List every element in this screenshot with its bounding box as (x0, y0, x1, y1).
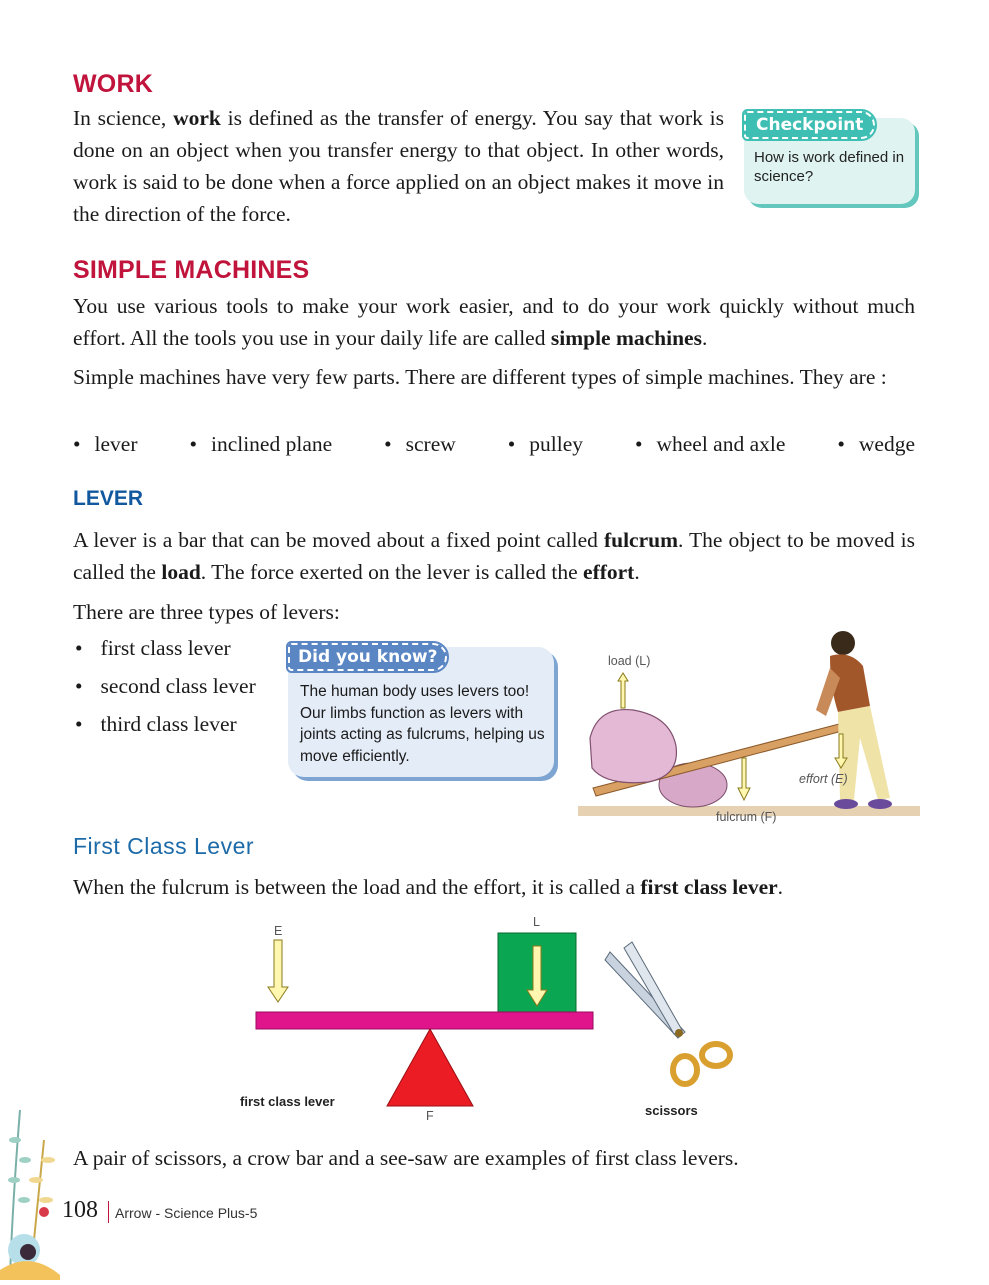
load-rock (590, 710, 676, 783)
floral-decoration (0, 1100, 70, 1280)
diagram-caption: first class lever (240, 1094, 335, 1109)
list-item: • wedge (837, 432, 915, 457)
checkpoint-tag: Checkpoint (744, 111, 875, 139)
lever-illustration (578, 628, 920, 823)
simple-machines-para1: You use various tools to make your work easier, and to do your work quickly without much effort. All the tools you use in your daily life are called simple machines. (73, 294, 915, 350)
list-item: • screw (384, 432, 456, 457)
list-item: • pulley (508, 432, 583, 457)
first-class-heading: First Class Lever (73, 833, 255, 859)
work-heading: WORK (73, 70, 153, 98)
lever-paragraph: A lever is a bar that can be moved about a fixed point called fulcrum. The object to be moved is called the load. The force exerted on the lever is called the effort. (73, 528, 915, 584)
load-label: load (L) (608, 654, 651, 668)
first-class-examples: A pair of scissors, a crow bar and a see-saw are examples of first class levers. (73, 1146, 739, 1170)
did-you-know-tag: Did you know? (288, 643, 447, 671)
lever-types-intro: There are three types of levers: (73, 600, 340, 624)
fulcrum-triangle (387, 1029, 473, 1106)
work-paragraph: In science, work is defined as the transfer of energy. You say that work is done on an object when you transfer energy to that object. In other words, work is said to be done when a force applied on an object makes it move in the direction of the force. (73, 106, 725, 226)
floral-decoration-icon (0, 1100, 70, 1280)
list-item: • wheel and axle (635, 432, 785, 457)
first-class-diagram (230, 912, 750, 1127)
machine-types-list (73, 432, 915, 457)
effort-arrow (268, 940, 288, 1002)
effort-label: effort (E) (799, 772, 848, 786)
list-item: • second class lever (73, 674, 256, 712)
list-item: • inclined plane (189, 432, 332, 457)
footer-divider (108, 1201, 109, 1223)
effort-e-label: E (274, 924, 283, 938)
load-l-label: L (533, 915, 540, 929)
checkpoint-question: How is work defined in science? (754, 149, 905, 185)
fulcrum-label: fulcrum (F) (716, 810, 777, 824)
scissors-caption: scissors (645, 1103, 698, 1118)
fulcrum-arrow (738, 758, 750, 800)
page-number: 108 (62, 1197, 98, 1223)
simple-machines-heading: SIMPLE MACHINES (73, 256, 310, 284)
list-item: • first class lever (73, 636, 256, 674)
list-item: • third class lever (73, 712, 256, 750)
simple-machines-para2: Simple machines have very few parts. There are different types of simple machines. They are : (73, 365, 887, 389)
list-item: • lever (73, 432, 138, 457)
lever-heading: LEVER (73, 487, 144, 510)
load-arrow (618, 673, 628, 708)
book-title: Arrow - Science Plus-5 (115, 1205, 258, 1221)
lever-types-list (73, 636, 256, 750)
lever-bar (256, 1012, 593, 1029)
did-you-know-text: The human body uses levers too! Our limbs function as levers with joints acting as fulcrums, helping us move efficiently. (300, 683, 545, 765)
scissors-icon (605, 942, 730, 1084)
first-class-definition: When the fulcrum is between the load and the effort, it is called a first class lever. (73, 875, 784, 899)
fulcrum-f-label: F (426, 1109, 434, 1123)
